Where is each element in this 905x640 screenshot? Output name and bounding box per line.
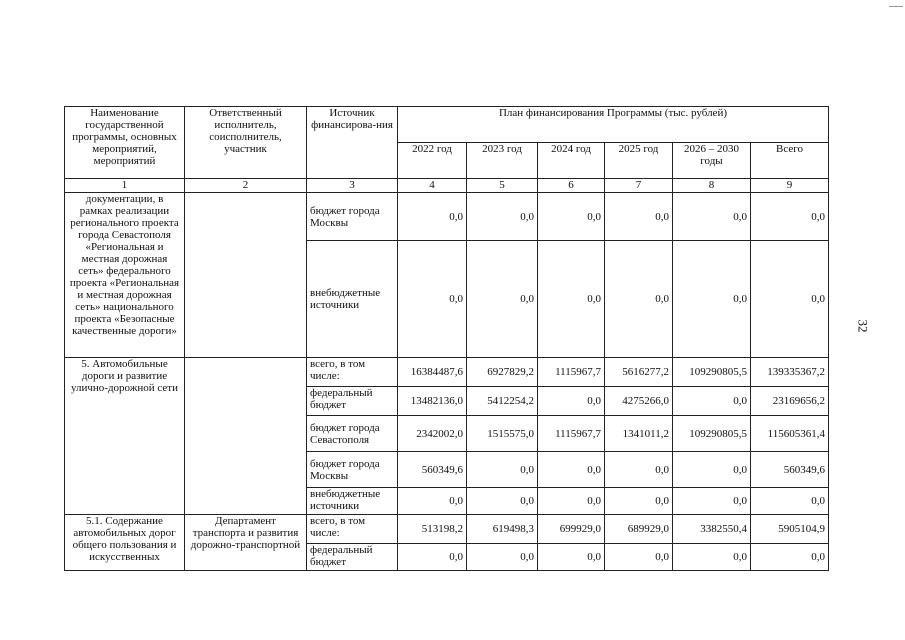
funding-source: всего, в том числе:	[307, 358, 398, 387]
value-cell: 0,0	[538, 387, 605, 416]
column-number: 9	[751, 179, 829, 193]
funding-source: федеральный бюджет	[307, 387, 398, 416]
value-cell: 513198,2	[398, 515, 467, 544]
funding-source: внебюджетные источники	[307, 241, 398, 358]
table-row	[65, 358, 829, 387]
value-cell: 0,0	[673, 488, 751, 515]
header-year: 2025 год	[605, 143, 673, 179]
value-cell: 0,0	[467, 544, 538, 571]
value-cell: 109290805,5	[673, 358, 751, 387]
value-cell: 0,0	[673, 544, 751, 571]
value-cell: 109290805,5	[673, 416, 751, 452]
funding-source: всего, в том числе:	[307, 515, 398, 544]
column-number: 8	[673, 179, 751, 193]
header-year: 2024 год	[538, 143, 605, 179]
value-cell: 1515575,0	[467, 416, 538, 452]
value-cell: 0,0	[751, 193, 829, 241]
value-cell: 0,0	[467, 452, 538, 488]
header-total: Всего	[751, 143, 829, 179]
funding-source: бюджет города Москвы	[307, 452, 398, 488]
value-cell: 0,0	[605, 241, 673, 358]
value-cell: 0,0	[398, 241, 467, 358]
value-cell: 0,0	[398, 544, 467, 571]
value-cell: 16384487,6	[398, 358, 467, 387]
value-cell: 0,0	[605, 544, 673, 571]
value-cell: 699929,0	[538, 515, 605, 544]
value-cell: 4275266,0	[605, 387, 673, 416]
value-cell: 1341011,2	[605, 416, 673, 452]
value-cell: 0,0	[538, 241, 605, 358]
header-program-name: Наименование государственной программы, основных мероприятий, мероприятий	[65, 107, 185, 179]
value-cell: 0,0	[751, 241, 829, 358]
executor	[185, 193, 307, 358]
value-cell: 0,0	[605, 488, 673, 515]
value-cell: 5616277,2	[605, 358, 673, 387]
value-cell: 3382550,4	[673, 515, 751, 544]
value-cell: 0,0	[538, 452, 605, 488]
value-cell: 0,0	[751, 488, 829, 515]
value-cell: 0,0	[751, 544, 829, 571]
scan-mark	[889, 6, 903, 7]
header-plan: План финансирования Программы (тыс. рублей)	[398, 107, 829, 143]
header-executor: Ответственный исполнитель, соисполнитель, участник	[185, 107, 307, 179]
value-cell: 689929,0	[605, 515, 673, 544]
column-number: 5	[467, 179, 538, 193]
program-name: 5.1. Содержание автомобильных дорог общего пользования и искусственных	[65, 515, 185, 571]
value-cell: 0,0	[538, 488, 605, 515]
value-cell: 13482136,0	[398, 387, 467, 416]
value-cell: 0,0	[538, 544, 605, 571]
column-number: 4	[398, 179, 467, 193]
header-source: Источник финансирова-ния	[307, 107, 398, 179]
value-cell: 23169656,2	[751, 387, 829, 416]
column-number: 7	[605, 179, 673, 193]
column-number: 3	[307, 179, 398, 193]
executor: Департамент транспорта и развития дорожно-транспортной	[185, 515, 307, 571]
header-year: 2026 – 2030 годы	[673, 143, 751, 179]
executor	[185, 358, 307, 515]
program-name: документации, в рамках реализации регионального проекта города Севастополя «Региональная и местная дорожная сеть» федерального проекта «Региональная и местная дорожная сеть» национального проекта «Безопасные качественные дороги»	[65, 193, 185, 358]
funding-source: внебюджетные источники	[307, 488, 398, 515]
value-cell: 0,0	[467, 488, 538, 515]
funding-source: федеральный бюджет	[307, 544, 398, 571]
column-number: 2	[185, 179, 307, 193]
value-cell: 0,0	[673, 193, 751, 241]
value-cell: 139335367,2	[751, 358, 829, 387]
table-row	[65, 515, 829, 544]
value-cell: 5412254,2	[467, 387, 538, 416]
value-cell: 0,0	[673, 452, 751, 488]
value-cell: 0,0	[467, 241, 538, 358]
value-cell: 0,0	[605, 452, 673, 488]
value-cell: 115605361,4	[751, 416, 829, 452]
value-cell: 1115967,7	[538, 358, 605, 387]
value-cell: 1115967,7	[538, 416, 605, 452]
column-number: 1	[65, 179, 185, 193]
funding-source: бюджет города Москвы	[307, 193, 398, 241]
value-cell: 0,0	[467, 193, 538, 241]
value-cell: 560349,6	[398, 452, 467, 488]
value-cell: 619498,3	[467, 515, 538, 544]
column-number: 6	[538, 179, 605, 193]
value-cell: 0,0	[605, 193, 673, 241]
value-cell: 0,0	[538, 193, 605, 241]
value-cell: 560349,6	[751, 452, 829, 488]
header-year: 2023 год	[467, 143, 538, 179]
value-cell: 2342002,0	[398, 416, 467, 452]
value-cell: 6927829,2	[467, 358, 538, 387]
header-year: 2022 год	[398, 143, 467, 179]
funding-source: бюджет города Севастополя	[307, 416, 398, 452]
value-cell: 0,0	[398, 193, 467, 241]
value-cell: 0,0	[398, 488, 467, 515]
table-row	[65, 193, 829, 241]
program-name: 5. Автомобильные дороги и развитие улично-дорожной сети	[65, 358, 185, 515]
page-number: 32	[855, 319, 871, 333]
financing-table	[64, 106, 829, 571]
value-cell: 0,0	[673, 241, 751, 358]
value-cell: 0,0	[673, 387, 751, 416]
value-cell: 5905104,9	[751, 515, 829, 544]
